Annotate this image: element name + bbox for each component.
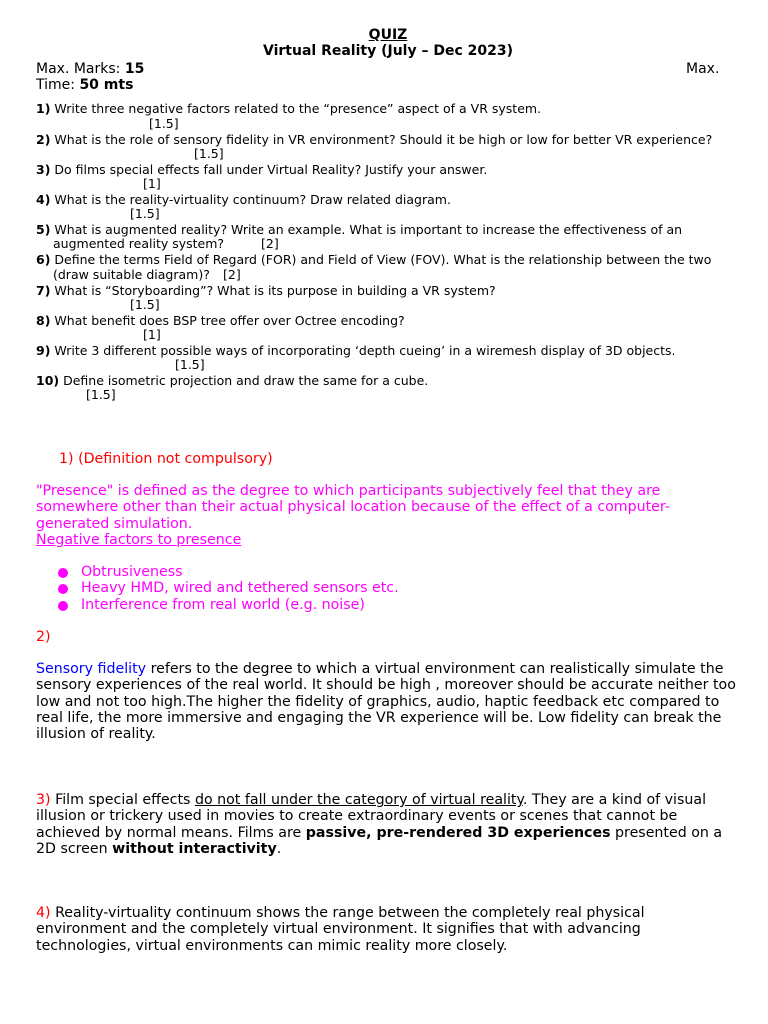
answer-3-underlined: do not fall under the category of virtual reality [194, 792, 523, 808]
question-5-marks: [2] [261, 236, 279, 251]
question-text: What is the reality-virtuality continuum? Draw related diagram. [54, 192, 451, 207]
question-text: What benefit does BSP tree offer over Octree encoding? [54, 313, 405, 328]
quiz-subtitle: Virtual Reality (July – Dec 2023) [263, 43, 513, 59]
question-number: 1) [36, 101, 51, 116]
question-number: 3) [36, 162, 51, 177]
answer-4-number: 4) [36, 905, 51, 921]
question-1 [36, 101, 541, 116]
time-label: Time: [36, 77, 75, 93]
question-4 [36, 192, 451, 207]
question-5 [36, 222, 682, 237]
list-item: Interference from real world (e.g. noise) [36, 597, 736, 613]
question-text: Define isometric projection and draw the same for a cube. [63, 373, 429, 388]
answer-1-heading: 1) (Definition not compulsory) [59, 451, 273, 467]
question-9 [36, 343, 676, 358]
question-6 [36, 252, 711, 267]
answer-1-negative-heading: Negative factors to presence [36, 532, 242, 548]
answer-1-definition: "Presence" is defined as the degree to which participants subjectively feel that they are somewhere other than their actual physical location because of the effect of a computer-generated simulation. [36, 483, 670, 532]
question-2-marks: [1.5] [194, 146, 224, 161]
question-number: 8) [36, 313, 51, 328]
bullet-dot-icon [58, 584, 68, 594]
list-item: Heavy HMD, wired and tethered sensors etc. [36, 580, 736, 596]
answer-2-paragraph [36, 661, 736, 742]
question-10 [36, 373, 428, 388]
question-number: 9) [36, 343, 51, 358]
answer-4-text: Reality-virtuality continuum shows the range between the completely real physical environment and the completely virtual environment. It signifies that with advancing technologies, virtual environments can mimic reality more closely. [36, 905, 645, 954]
question-2 [36, 132, 712, 147]
question-text: Write 3 different possible ways of incorporating ‘depth cueing’ in a wiremesh display of 3D objects. [54, 343, 676, 358]
question-number: 6) [36, 252, 51, 267]
question-7 [36, 283, 496, 298]
question-number: 2) [36, 132, 51, 147]
question-8-marks: [1] [143, 327, 161, 342]
question-3 [36, 162, 487, 177]
question-text: Do films special effects fall under Virtual Reality? Justify your answer. [54, 162, 488, 177]
question-6-cont: (draw suitable diagram)? [53, 267, 210, 282]
question-10-marks: [1.5] [86, 387, 116, 402]
time-value: 50 mts [79, 77, 134, 93]
question-number: 4) [36, 192, 51, 207]
question-4-marks: [1.5] [130, 206, 160, 221]
time-limit [36, 77, 133, 93]
question-7-marks: [1.5] [130, 297, 160, 312]
answer-3-bold-2: without interactivity [112, 840, 277, 857]
max-marks [36, 61, 144, 77]
question-number: 10) [36, 373, 60, 388]
question-text: What is augmented reality? Write an example. What is important to increase the effectiveness of an [54, 222, 683, 237]
max-label-right: Max. [686, 61, 720, 77]
question-text: What is the role of sensory fidelity in VR environment? Should it be high or low for better VR experience? [54, 132, 713, 147]
answer-3-number: 3) [36, 792, 51, 808]
answer-4-paragraph [36, 905, 736, 954]
question-8 [36, 313, 405, 328]
question-1-marks: [1.5] [149, 116, 179, 131]
question-9-marks: [1.5] [175, 357, 205, 372]
question-3-marks: [1] [143, 176, 161, 191]
question-5-cont: augmented reality system? [53, 236, 225, 251]
quiz-title: QUIZ [368, 27, 408, 43]
answer-2-number: 2) [36, 629, 51, 645]
answer-2-text: refers to the degree to which a virtual environment can realistically simulate the sensory experiences of the real world. It should be high , moreover should be accurate neither too low and not too high.The higher the fidelity of graphics, audio, haptic feedback etc compared to real life, the more immersive and engaging the VR experience will be. Low fidelity can break the illusion of reality. [36, 661, 736, 743]
question-text: Write three negative factors related to the “presence” aspect of a VR system. [54, 101, 542, 116]
question-number: 7) [36, 283, 51, 298]
answer-2-term: Sensory fidelity [36, 661, 147, 677]
answer-1-bullet-list [36, 564, 736, 613]
max-marks-value: 15 [124, 61, 145, 77]
answer-3-paragraph: 3) Film special effects do not fall under the category of virtual reality. They are a kind of visual illusion or trickery used in movies to create extraordinary events or scenes that cannot be achieved by normal means. Films are passive, pre-rendered 3D experiences presented on a 2D screen without interactivity. [36, 792, 723, 857]
bullet-dot-icon [58, 568, 68, 578]
max-marks-label: Max. Marks: [36, 61, 121, 77]
question-text: What is “Storyboarding”? What is its purpose in building a VR system? [54, 283, 496, 298]
answer-3-bold-1: passive, pre-rendered 3D experiences [305, 824, 611, 841]
question-6-marks: [2] [223, 267, 241, 282]
list-item: Obtrusiveness [36, 564, 736, 580]
question-text: Define the terms Field of Regard (FOR) and Field of View (FOV). What is the relationship between the two [54, 252, 712, 267]
question-number: 5) [36, 222, 51, 237]
bullet-dot-icon [58, 601, 68, 611]
